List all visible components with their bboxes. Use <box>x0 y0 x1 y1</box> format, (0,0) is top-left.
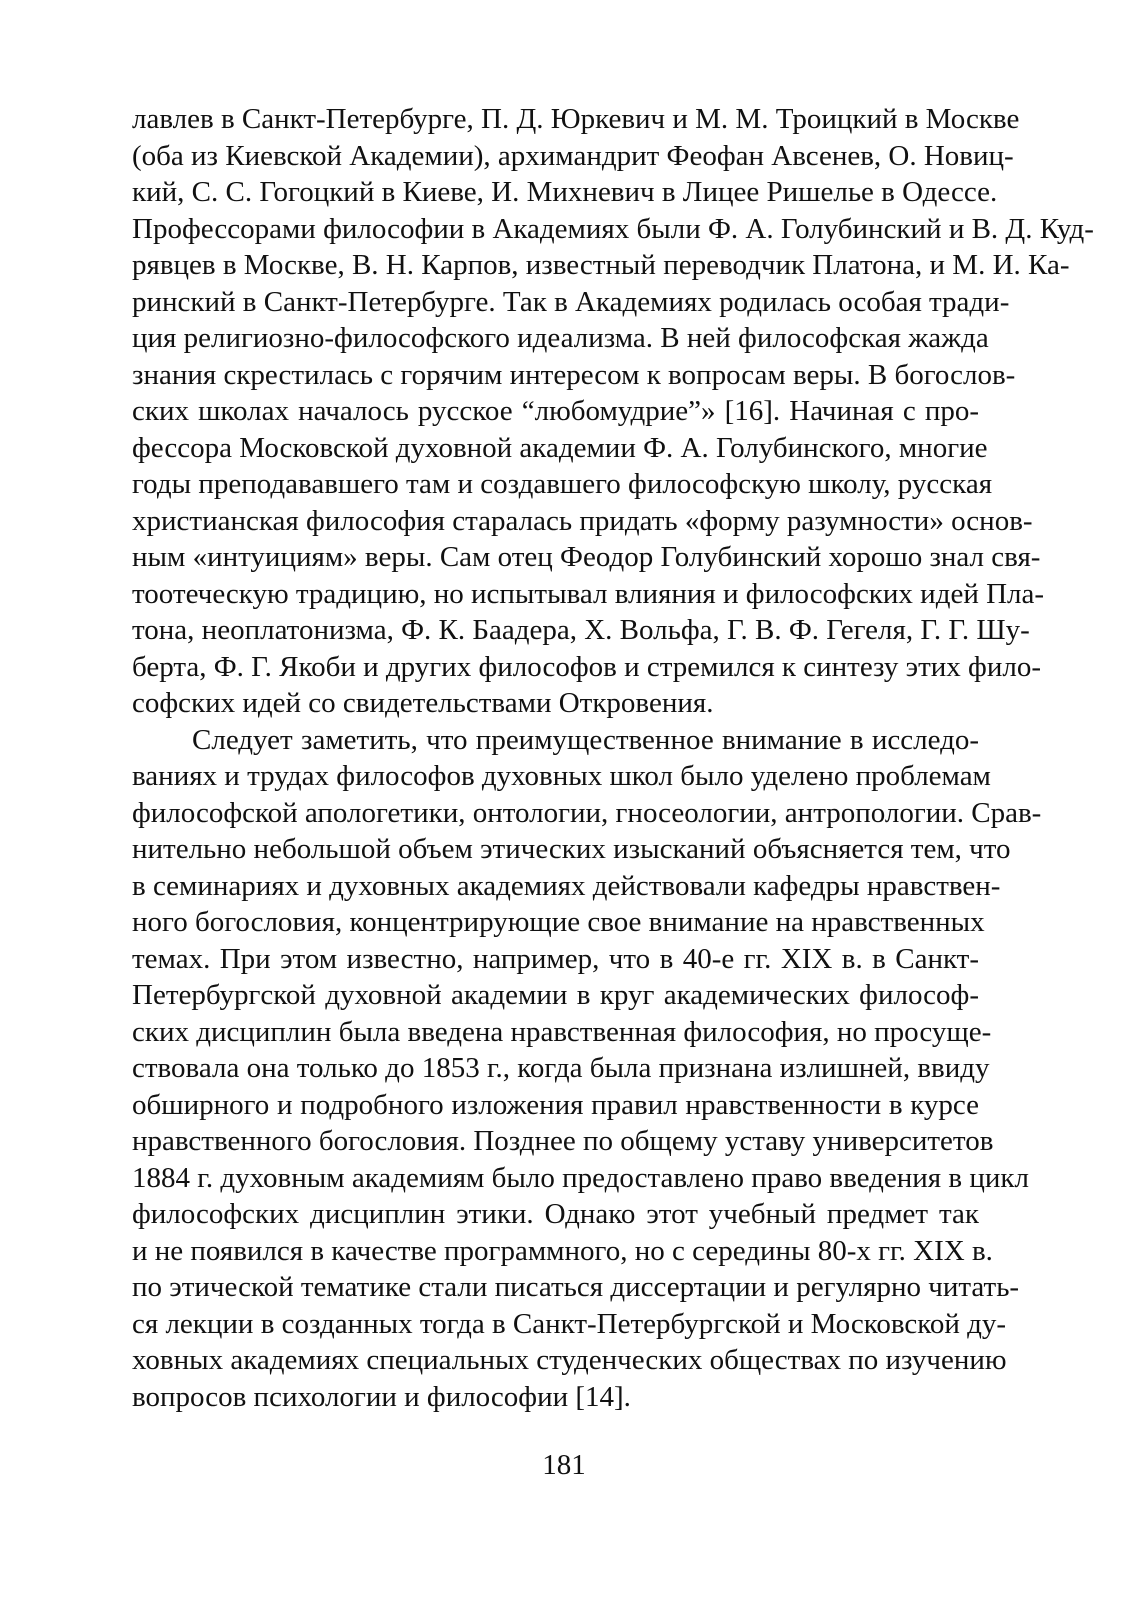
text-line: фессора Московской духовной академии Ф. А. Голубинского, многие <box>132 431 988 464</box>
text-line: (оба из Киевской Академии), архимандрит Феофан Авсенев, О. Новиц- <box>132 139 1014 172</box>
text-line: нравственного богословия. Позднее по общему уставу университетов <box>132 1125 994 1157</box>
text-line: ствовала она только до 1853 г., когда была признана излишней, ввиду <box>132 1052 990 1084</box>
text-line: ция религиозно-философского идеализма. В ней философская жажда <box>132 322 989 354</box>
paragraph-2 <box>132 722 1042 1416</box>
text-line: ным «интуициям» веры. Сам отец Феодор Голубинский хорошо знал свя- <box>132 541 1041 573</box>
text-line: философских дисциплин этики. Однако этот учебный предмет так <box>132 1198 979 1230</box>
text-line: тона, неоплатонизма, Ф. К. Баадера, Х. Вольфа, Г. В. Ф. Гегеля, Г. Г. Шу- <box>132 614 1030 646</box>
text-line: в семинариях и духовных академиях действовали кафедры нравствен- <box>132 869 1001 902</box>
text-line: темах. При этом известно, например, что в 40-е гг. XIX в. в Санкт- <box>132 942 979 975</box>
text-line: ховных академиях специальных студенческих обществах по изучению <box>132 1344 1007 1376</box>
text-line: нительно небольшой объем этических изысканий объясняется тем, что <box>132 833 1011 865</box>
text-line: знания скрестилась с горячим интересом к вопросам веры. В богослов- <box>132 358 1016 391</box>
paragraph-1 <box>132 101 1094 722</box>
text-line: обширного и подробного изложения правил нравственности в курсе <box>132 1088 979 1121</box>
text-line: ся лекции в созданных тогда в Санкт-Петербургской и Московской ду- <box>132 1307 1007 1340</box>
text-line: философской апологетики, онтологии, гносеологии, антропологии. Срав- <box>132 796 1042 829</box>
text-line: Профессорами философии в Академиях были Ф. А. Голубинский и В. Д. Куд- <box>132 212 1094 245</box>
text-line: кий, С. С. Гогоцкий в Киеве, И. Михневич в Лицее Ришелье в Одессе. <box>132 176 998 208</box>
text-line: лавлев в Санкт-Петербурге, П. Д. Юркевич и М. М. Троицкий в Москве <box>132 103 1020 135</box>
text-line: по этической тематике стали писаться диссертации и регулярно читать- <box>132 1271 1020 1303</box>
text-line: Следует заметить, что преимущественное внимание в исследо- <box>192 723 979 756</box>
text-line: ринский в Санкт-Петербурге. Так в Академиях родилась особая тради- <box>132 285 1010 318</box>
text-line: ских школах началось русское “любомудрие”» [16]. Начиная с про- <box>132 395 979 427</box>
text-line: вопросов психологии и философии [14]. <box>132 1380 631 1413</box>
text-line: Петербургской духовной академии в круг академических философ- <box>132 979 979 1011</box>
text-line: 1884 г. духовным академиям было предоставлено право введения в цикл <box>132 1161 1029 1194</box>
text-line: ских дисциплин была введена нравственная философия, но просуще- <box>132 1015 992 1048</box>
text-line: берта, Ф. Г. Якоби и других философов и стремился к синтезу этих фило- <box>132 650 1041 683</box>
page-number: 181 <box>542 1449 586 1481</box>
text-line: рявцев в Москве, В. Н. Карпов, известный переводчик Платона, и М. И. Ка- <box>132 249 1070 281</box>
text-line: ваниях и трудах философов духовных школ было уделено проблемам <box>132 760 991 792</box>
text-line: и не появился в качестве программного, но с середины 80-х гг. XIX в. <box>132 1234 993 1267</box>
body-text <box>132 101 1094 1415</box>
text-line: софских идей со свидетельствами Откровения. <box>132 687 714 719</box>
text-line: годы преподававшего там и создавшего философскую школу, русская <box>132 468 993 500</box>
text-line: ного богословия, концентрирующие свое внимание на нравственных <box>132 906 985 938</box>
text-line: тоотеческую традицию, но испытывал влияния и философских идей Пла- <box>132 577 1045 610</box>
text-line: христианская философия старалась придать «форму разумности» основ- <box>132 504 1033 537</box>
